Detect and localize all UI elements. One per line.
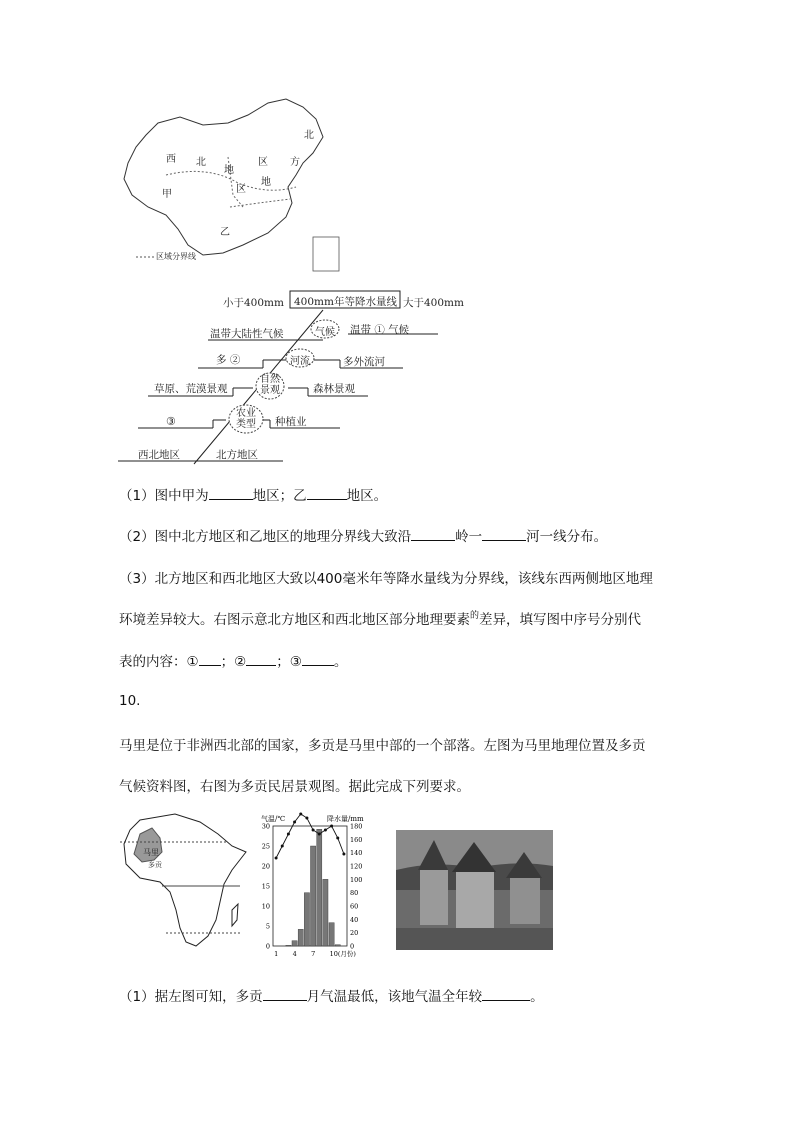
diagram-center-box: 400mm年等降水量线 (294, 296, 397, 308)
map-label-qu: 区 (258, 157, 268, 168)
africa-map (120, 812, 250, 952)
mali-label: 马里 (143, 848, 159, 857)
temperature-point (342, 853, 345, 856)
diagram-left-header: 小于400mm (223, 297, 284, 309)
q9-part2: （2）图中北方地区和乙地区的地理分界线大致沿 岭一 河一线分布。 (119, 525, 607, 545)
answer-blank[interactable] (482, 526, 526, 541)
plot-frame (273, 826, 347, 946)
map-label-xi: 西 (166, 154, 176, 165)
dogon-dwelling-photo (396, 830, 553, 950)
row2-right: 多外流河 (343, 356, 385, 368)
right-axis-label: 降水量/mm (327, 815, 364, 823)
temperature-point (336, 837, 339, 840)
row1-left: 温带大陆性气候 (210, 328, 284, 340)
left-tick-label: 25 (261, 842, 270, 851)
right-tick-label: 100 (350, 875, 363, 884)
q9-part3-line1: （3）北方地区和西北地区大致以400毫米年等降水量线为分界线，该线东西两侧地区地理 (119, 571, 653, 587)
temperature-point (275, 857, 278, 860)
row1-right: 温带 ① 气候 (350, 324, 410, 336)
precipitation-bar (292, 941, 297, 946)
answer-blank[interactable] (209, 485, 253, 500)
map-legend: 区域分界线 (156, 252, 196, 261)
row3-left: 草原、荒漠景观 (154, 383, 228, 395)
left-tick-label: 15 (261, 882, 270, 891)
x-tick-label: 4 (292, 950, 297, 958)
precipitation-bar (310, 846, 315, 946)
climate-chart (255, 812, 380, 962)
right-tick-label: 180 (350, 822, 363, 831)
temperature-point (305, 817, 308, 820)
china-region-map (118, 95, 348, 275)
temperature-point (330, 825, 333, 828)
left-tick-label: 30 (261, 822, 270, 831)
temperature-point (281, 845, 284, 848)
row4-node: 农业类型 (236, 408, 256, 430)
china-outline-svg (118, 95, 348, 275)
temperature-point (287, 833, 290, 836)
row4-left: ③ (166, 415, 176, 428)
right-tick-label: 160 (350, 835, 363, 844)
left-axis-label: 气温/℃ (261, 815, 286, 823)
precipitation-bar (298, 929, 303, 946)
precipitation-bar (323, 879, 328, 946)
bottom-right-label: 北方地区 (216, 449, 258, 461)
temperature-point (318, 833, 321, 836)
row3-node: 自然景观 (260, 374, 280, 396)
precipitation-bar (286, 945, 291, 946)
dogon-label: 多贡 (148, 861, 162, 869)
map-label-jia: 甲 (162, 189, 172, 200)
right-tick-label: 60 (350, 902, 359, 911)
answer-blank[interactable] (482, 986, 530, 1001)
left-tick-label: 20 (261, 862, 270, 871)
row4-right: 种植业 (275, 416, 307, 428)
answer-blank[interactable] (411, 526, 455, 541)
q10-intro-line2: 气候资料图，右图为多贡民居景观图。据此完成下列要求。 (119, 779, 470, 795)
right-tick-label: 20 (350, 929, 359, 938)
answer-blank[interactable] (199, 651, 221, 666)
precipitation-bar (304, 893, 309, 946)
answer-blank[interactable] (263, 986, 307, 1001)
row3-right: 森林景观 (313, 383, 355, 395)
temperature-point (293, 821, 296, 824)
map-label-fang: 方 (290, 157, 300, 168)
answer-blank[interactable] (246, 651, 276, 666)
map-label-di2: 地 (261, 177, 271, 188)
temperature-point (299, 813, 302, 816)
precipitation-bar (317, 829, 322, 946)
row2-node: 河流 (290, 356, 310, 367)
left-tick-label: 5 (265, 922, 270, 931)
x-tick-label: 1 (274, 950, 279, 958)
q9-part3-line3: 表的内容：① ；② ；③ 。 (119, 650, 347, 670)
row2-left: 多 ② (216, 354, 241, 366)
diagram-lines-svg (118, 288, 478, 468)
left-tick-label: 0 (265, 942, 270, 951)
q10-part1: （1）据左图可知，多贡 月气温最低，该地气温全年较 。 (119, 985, 544, 1005)
precipitation-bar (329, 923, 334, 946)
q10-number: 10. (119, 693, 141, 709)
answer-blank[interactable] (302, 651, 334, 666)
right-tick-label: 120 (350, 862, 363, 871)
right-tick-label: 0 (350, 942, 355, 951)
precipitation-bar (335, 945, 340, 946)
africa-outline-svg (120, 812, 250, 952)
precipitation-line-diagram (118, 288, 478, 468)
map-label-yi: 乙 (220, 227, 230, 238)
q9-part3-line2: 环境差异较大。右图示意北方地区和西北地区部分地理要素$^的$差异，填写图中序号分别代 (119, 611, 642, 628)
x-tick-label: 10(月份) (329, 950, 356, 958)
right-tick-label: 40 (350, 915, 359, 924)
q10-intro-line1: 马里是位于非洲西北部的国家，多贡是马里中部的一个部落。左图为马里地理位置及多贡 (119, 738, 646, 754)
right-tick-label: 140 (350, 849, 363, 858)
right-tick-label: 80 (350, 889, 359, 898)
row1-node: 气候 (315, 327, 335, 338)
temperature-point (324, 829, 327, 832)
temperature-point (312, 829, 315, 832)
map-label-bei: 北 (196, 157, 206, 168)
answer-blank[interactable] (307, 485, 347, 500)
bottom-left-label: 西北地区 (138, 449, 180, 461)
map-label-bei2: 北 (304, 130, 314, 141)
map-label-di: 地 (224, 165, 234, 176)
q9-part1: （1）图中甲为 地区；乙 地区。 (119, 484, 387, 504)
map-label-qu2: 区 (236, 184, 246, 195)
dwelling-photo-svg (396, 830, 553, 950)
x-tick-label: 7 (311, 950, 316, 958)
diagram-right-header: 大于400mm (403, 297, 464, 309)
left-tick-label: 10 (261, 902, 270, 911)
climate-chart-svg (255, 812, 380, 962)
